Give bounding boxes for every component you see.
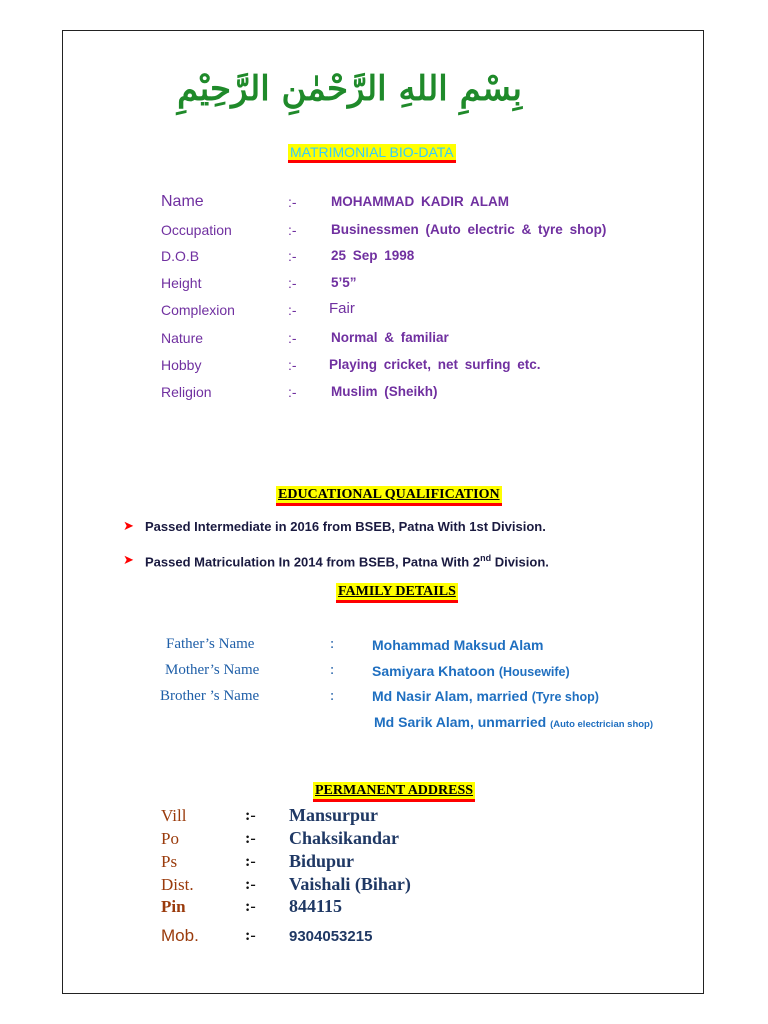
value-mother: Samiyara Khatoon (Housewife) [372, 663, 570, 679]
label-brother: Brother ’s Name [160, 688, 260, 704]
value-dist: Vaishali (Bihar) [289, 874, 411, 894]
separator: :- [288, 222, 297, 238]
education-item: Passed Intermediate in 2016 from BSEB, Patna With 1st Division. [145, 519, 546, 534]
label-mob: Mob. [161, 926, 199, 945]
label-religion: Religion [161, 384, 212, 400]
value-name: MOHAMMAD KADIR ALAM [331, 194, 509, 209]
bismillah-calligraphy: بِسْمِ اللهِ الرَّحْمٰنِ الرَّحِيْمِ [177, 69, 522, 109]
value-vill: Mansurpur [289, 805, 379, 825]
value-occupation: Businessmen (Auto electric & tyre shop) [331, 222, 607, 237]
value-pin: 844115 [289, 896, 343, 916]
label-dob: D.O.B [161, 248, 200, 264]
separator: :- [288, 194, 297, 210]
address-heading: PERMANENT ADDRESS [313, 782, 475, 802]
separator: :- [245, 807, 256, 824]
value-po: Chaksikandar [289, 828, 400, 848]
label-name: Name [161, 193, 204, 210]
family-heading: FAMILY DETAILS [336, 583, 458, 603]
label-vill: Vill [161, 806, 187, 825]
label-ps: Ps [161, 852, 178, 871]
separator: :- [288, 330, 297, 346]
separator: :- [288, 248, 297, 264]
separator: :- [245, 898, 256, 915]
separator: :- [288, 302, 297, 318]
value-height: 5’5” [331, 275, 357, 290]
separator: :- [288, 357, 297, 373]
separator: : [330, 636, 335, 652]
arrow-bullet-icon: ➤ [123, 552, 134, 567]
value-father: Mohammad Maksud Alam [372, 637, 544, 653]
separator: : [330, 688, 335, 704]
value-hobby: Playing cricket, net surfing etc. [329, 357, 541, 372]
label-dist: Dist. [161, 875, 194, 894]
separator: :- [245, 830, 256, 847]
separator: : [330, 662, 335, 678]
label-po: Po [161, 829, 179, 848]
separator: :- [245, 927, 256, 944]
label-pin: Pin [161, 897, 186, 916]
separator: :- [245, 876, 256, 893]
separator: :- [245, 853, 256, 870]
label-complexion: Complexion [161, 302, 235, 318]
value-religion: Muslim (Sheikh) [331, 384, 438, 399]
page-title: MATRIMONIAL BIO-DATA [288, 144, 456, 163]
value-complexion: Fair [329, 300, 355, 317]
label-nature: Nature [161, 330, 204, 346]
label-mother: Mother’s Name [165, 662, 260, 678]
value-mob: 9304053215 [289, 928, 373, 945]
separator: :- [288, 275, 297, 291]
education-heading: EDUCATIONAL QUALIFICATION [276, 486, 502, 506]
separator: :- [288, 384, 297, 400]
label-occupation: Occupation [161, 222, 232, 238]
value-brother-1: Md Nasir Alam, married (Tyre shop) [372, 688, 599, 704]
label-father: Father’s Name [166, 636, 255, 652]
label-hobby: Hobby [161, 357, 202, 373]
document-page [62, 30, 704, 994]
value-dob: 25 Sep 1998 [331, 248, 415, 263]
education-item: Passed Matriculation In 2014 from BSEB, Patna With 2nd Division. [145, 553, 549, 570]
value-ps: Bidupur [289, 851, 355, 871]
value-brother-2: Md Sarik Alam, unmarried (Auto electrician shop) [374, 714, 654, 730]
label-height: Height [161, 275, 202, 291]
value-nature: Normal & familiar [331, 330, 449, 345]
arrow-bullet-icon: ➤ [123, 518, 134, 533]
